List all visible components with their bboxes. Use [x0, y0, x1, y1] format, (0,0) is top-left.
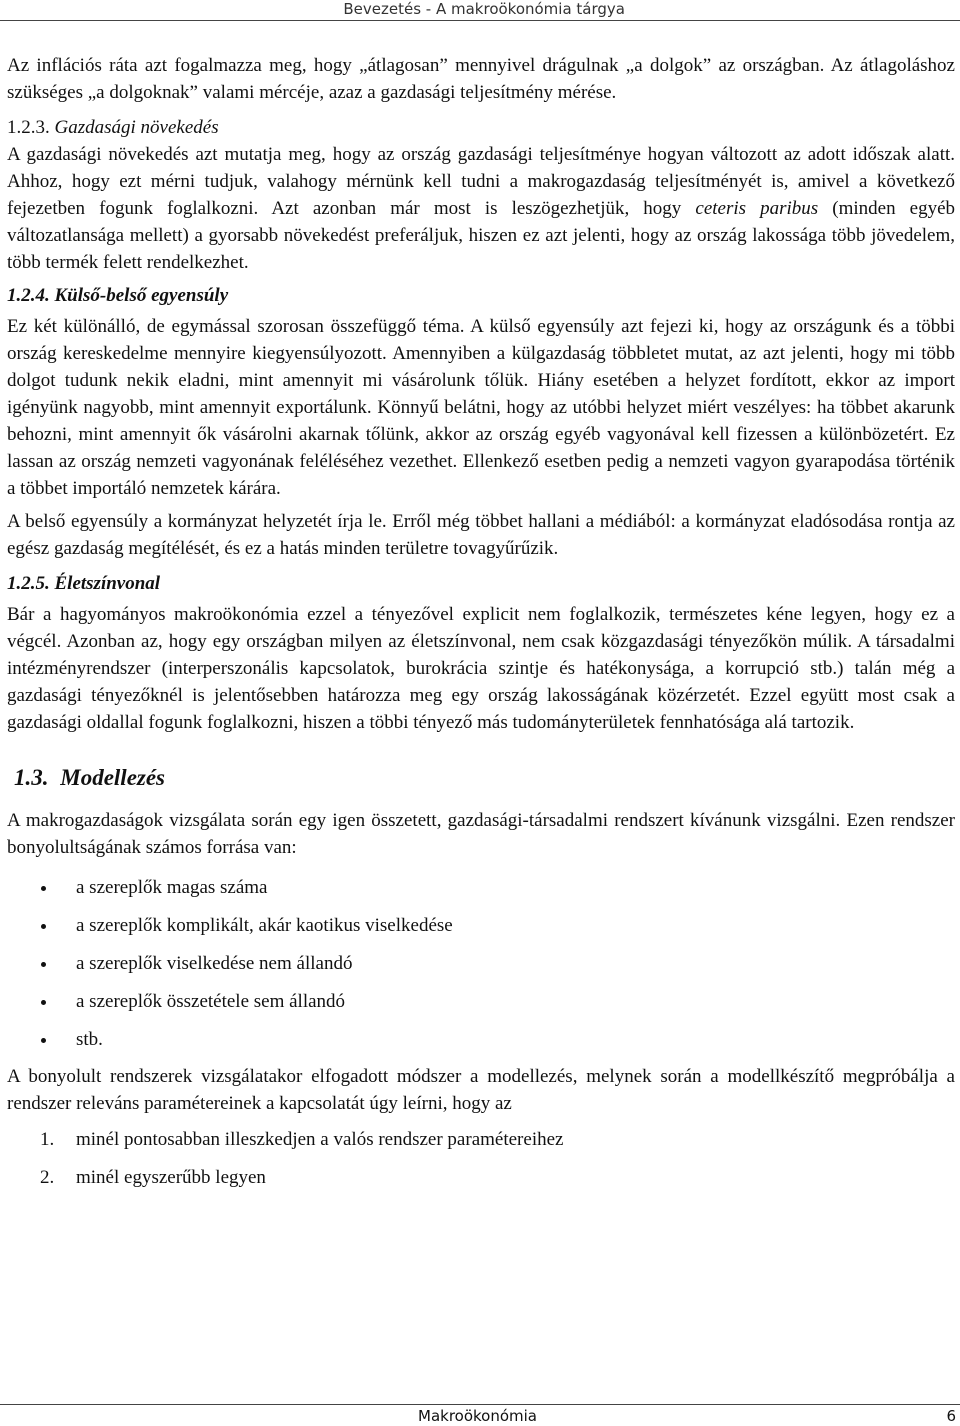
section-1-2-3-heading: [7, 114, 955, 141]
section-1-2-4-paragraph-2: A belső egyensúly a kormányzat helyzetét írja le. Erről még többet hallani a médiából: a kormányzat eladósodása rontja az egész gazdaság megítélését, és ez a hatás minden területre tovagyűrűzik.: [7, 511, 955, 559]
list-item: [7, 1121, 955, 1159]
section-number: 1.2.3.: [7, 117, 50, 138]
paragraph-text: A gazdasági növekedés azt mutatja meg, hogy az ország gazdasági teljesítménye hogyan változott az adott időszak alatt. Ahhoz, hogy ezt mérni tudjuk, valahogy mérnünk kell tudni a makrogazdaság teljesítményét is, amivel a következő fejezetben fogunk foglalkozni. Azt azonban már most is leszögezhetjük, hogy: [7, 144, 955, 219]
model-criteria-list: [7, 1121, 955, 1197]
list-item: [7, 1159, 955, 1197]
section-number: 1.3.: [14, 765, 49, 790]
list-item: a szereplők komplikált, akár kaotikus viselkedése: [7, 907, 955, 945]
section-number: 1.2.4.: [7, 285, 50, 306]
section-title: Gazdasági növekedés: [54, 117, 219, 138]
page-footer: [0, 1404, 960, 1426]
section-1-3-paragraph-2: A bonyolult rendszerek vizsgálatakor elfogadott módszer a modellezés, melynek során a modellkészítő megpróbálja a rendszer releváns paramétereinek a kapcsolatát úgy leírni, hogy az: [7, 1066, 955, 1114]
section-title: Életszínvonal: [54, 573, 161, 594]
page-body: [7, 52, 955, 1197]
section-1-2-4-paragraph-1: Ez két különálló, de egymással szorosan összefüggő téma. A külső egyensúly azt fejezi ki, hogy az országunk és a többi ország kereskedelme mennyire kiegyensúlyozott. Amennyiben a külgazdaság többletet mutat, az azt jelenti, hogy mi több dolgot tudunk nekik eladni, mint amennyit mi vásárolunk tőlük. Hiány esetében a helyzet fordított, ekkor az import igényünk nagyobb, mint amennyit exportálunk. Könnyű belátni, hogy az utóbbi helyzet miért veszélyes: ha többet akarunk behozni, mint amennyit ők vásárolni akarnak tőlünk, akkor az ország egyéb vagyonával kell fizessen a különbözetért. Ez lassan az ország nemzeti vagyonának feléléséhez vezethet. Ellenkező esetben pedig a nemzeti vagyon gyarapodása történik a többet importáló nemzetek kárára.: [7, 316, 955, 499]
list-item: stb.: [7, 1021, 955, 1059]
list-text: minél egyszerűbb legyen: [76, 1167, 266, 1188]
list-item: a szereplők viselkedése nem állandó: [7, 945, 955, 983]
complexity-sources-list: [7, 869, 955, 1059]
list-number: 2.: [40, 1167, 55, 1188]
running-header: [0, 0, 960, 21]
section-number: 1.2.5.: [7, 573, 50, 594]
list-item: a szereplők magas száma: [7, 869, 955, 907]
section-1-2-5-heading: [7, 570, 955, 597]
running-title: Bevezetés - A makroökonómia tárgya: [343, 0, 625, 18]
list-number: 1.: [40, 1129, 55, 1150]
list-item: a szereplők összetétele sem állandó: [7, 983, 955, 1021]
page-number: 6: [946, 1407, 956, 1425]
section-title: Modellezés: [60, 765, 166, 790]
paragraph-text-rest: (minden egyéb változatlansága mellett) a gyorsabb növekedést preferáljuk, hiszen ez azt jelenti, hogy az ország lakossága több jövedelem, több termék felett rendelkezhet.: [7, 198, 956, 273]
section-1-2-5-paragraph: Bár a hagyományos makroökonómia ezzel a tényezővel explicit nem foglalkozik, természetes kéne legyen, hogy ez a végcél. Azonban az, hogy egy országban milyen az életszínvonal, nem csak közgazdasági tényezőkön múlik. A társadalmi intézményrendszer (interperszonális kapcsolatok, burokrácia szintje és hatékonysága, a korrupció stb.) talán még a gazdasági tényezőknél is jelentősebben határozza meg egy ország lakosságának közérzetét. Ezzel együtt most csak a gazdasági oldallal fogunk foglalkozni, hiszen a többi tényező más tudományterületek fennhatósága alá tartozik.: [7, 604, 955, 733]
footer-title: Makroökonómia: [418, 1407, 537, 1425]
latin-term: ceteris paribus: [695, 198, 819, 219]
section-1-2-4-heading: [7, 282, 955, 309]
section-1-3-heading: [14, 763, 955, 793]
section-title: Külső-belső egyensúly: [54, 285, 229, 306]
list-text: minél pontosabban illeszkedjen a valós rendszer paramétereihez: [76, 1129, 564, 1150]
section-1-3-paragraph-1: A makrogazdaságok vizsgálata során egy igen összetett, gazdasági-társadalmi rendszert kívánunk vizsgálni. Ezen rendszer bonyolultságának számos forrása van:: [7, 810, 955, 858]
section-1-2-3-paragraph: [7, 141, 955, 276]
intro-paragraph: Az inflációs ráta azt fogalmazza meg, hogy „átlagosan” mennyivel drágulnak „a dolgok” az országban. Az átlagoláshoz szükséges „a dolgoknak” valami mércéje, azaz a gazdasági teljesítmény mérése.: [7, 55, 955, 103]
